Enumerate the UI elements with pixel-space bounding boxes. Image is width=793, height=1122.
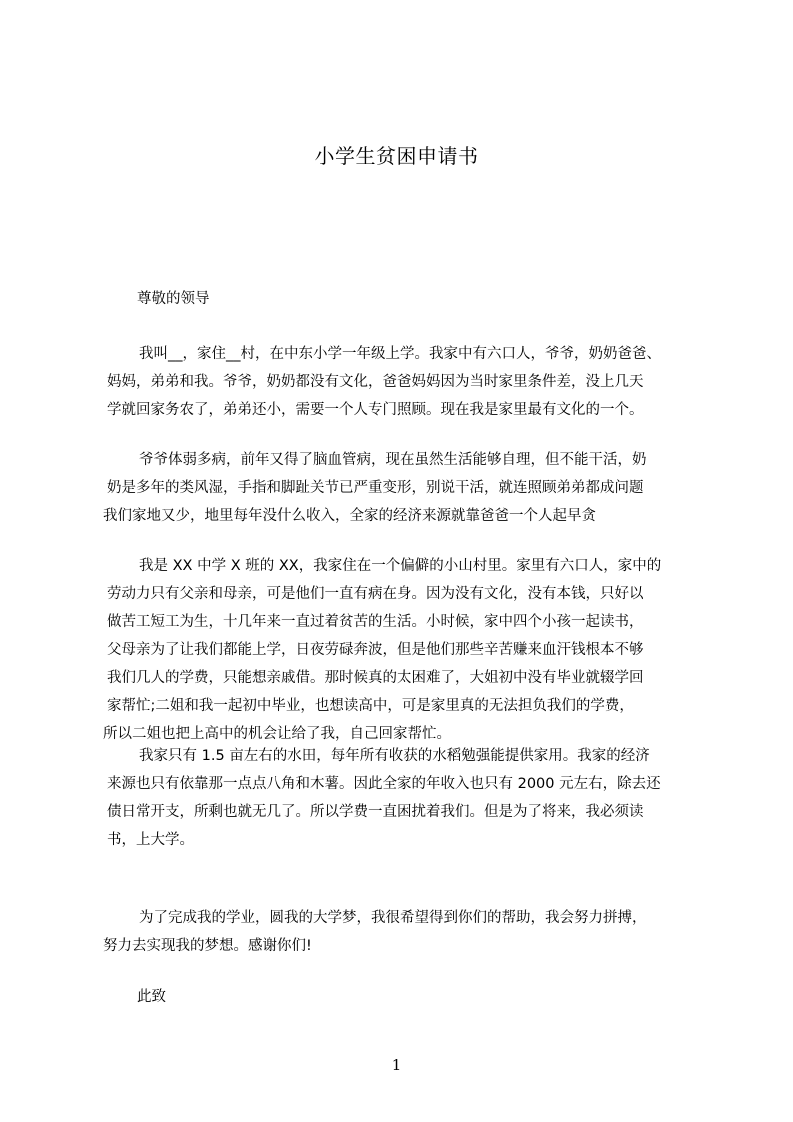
paragraph-line: 我家只有 1.5 亩左右的水田，每年所有收获的水稻勉强能提供家用。我家的经济: [139, 748, 650, 764]
page-number: 1: [391, 1056, 402, 1074]
paragraph-line: 父母亲为了让我们都能上学，日夜劳碌奔波，但是他们那些辛苦赚来血汗钱根本不够: [107, 642, 644, 658]
paragraph-line: 做苦工短工为生，十几年来一直过着贫苦的生活。小时候，家中四个小孩一起读书，: [107, 614, 644, 630]
paragraph-line: 我们家地又少，地里每年没什么收入，全家的经济来源就靠爸爸一个人起早贪: [103, 508, 596, 524]
paragraph-line: 奶是多年的类风湿，手指和脚趾关节已严重变形，别说干活，就连照顾弟弟都成问题: [107, 480, 644, 496]
paragraph-line: 来源也只有依靠那一点点八角和木薯。因此全家的年收入也只有 2000 元左右，除去还: [107, 776, 661, 792]
paragraph-line: 家帮忙;二姐和我一起初中毕业，也想读高中，可是家里真的无法担负我们的学费，: [107, 698, 634, 714]
paragraph-line: 为了完成我的学业，圆我的大学梦，我很希望得到你们的帮助，我会努力拼搏，: [139, 910, 647, 926]
closing-phrase: 此致: [137, 989, 166, 1005]
salutation: 尊敬的领导: [137, 291, 210, 307]
page-title: 小学生贫困申请书: [314, 144, 479, 168]
paragraph-line: 学就回家务农了，弟弟还小，需要一个人专门照顾。现在我是家里最有文化的一个。: [107, 402, 644, 418]
paragraph-line: 我叫__，家住__村，在中东小学一年级上学。我家中有六口人，爷爷，奶奶爸爸、: [139, 346, 661, 362]
paragraph-line: 妈妈，弟弟和我。爷爷，奶奶都没有文化，爸爸妈妈因为当时家里条件差，没上几天: [107, 374, 644, 390]
paragraph-line: 劳动力只有父亲和母亲，可是他们一直有病在身。因为没有文化，没有本钱，只好以: [107, 586, 644, 602]
paragraph-line: 书，上大学。: [107, 832, 194, 848]
paragraph-line: 债日常开支，所剩也就无几了。所以学费一直困扰着我们。但是为了将来，我必须读: [107, 804, 644, 820]
paragraph-line: 我是 XX 中学 X 班的 XX，我家住在一个偏僻的小山村里。家里有六口人，家中的: [139, 558, 662, 574]
paragraph-line: 努力去实现我的梦想。感谢你们!: [103, 938, 312, 954]
paragraph-line: 我们几人的学费，只能想亲戚借。那时候真的太困难了，大姐初中没有毕业就辍学回: [107, 670, 644, 686]
paragraph-line: 爷爷体弱多病，前年又得了脑血管病，现在虽然生活能够自理，但不能干活，奶: [139, 452, 647, 468]
paragraph-line: 所以二姐也把上高中的机会让给了我，自己回家帮忙。: [103, 726, 451, 742]
